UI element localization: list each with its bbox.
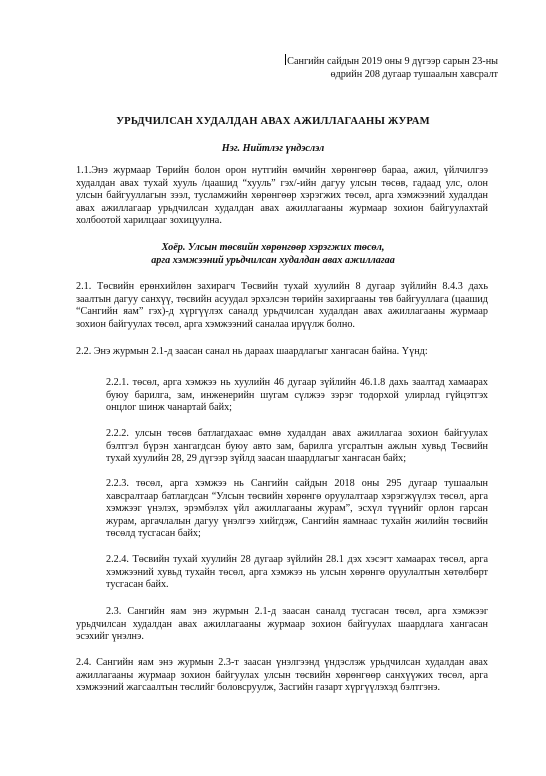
- order-annex-line-1: [285, 54, 498, 69]
- paragraph-2-2-2: 2.2.2. улсын төсөв батлагдахаас өмнө худалдан авах ажиллагаа зохион байгуулах бэлтгэл бүрэн хангагдсан буюу авто зам, барилга угсралтын ажлын хувьд Төсвийн тухай хуулийн 28, 29 дүгээр зүйлд заасан шаардлагыг хангасан байх;: [106, 428, 488, 465]
- paragraph-1-1: 1.1.Энэ журмаар Төрийн болон орон нутгийн өмчийн хөрөнгөөр бараа, ажил, үйлчилгээ худалдан авах тухай хууль /цаашид “хууль” гэх/-ийн дагуу улсын төсөв, гадаад улс, олон улсын байгууллагын зээл, тусламжийн хөрөнгөөр хэрэгжих төсөл, арга хэмжээний худалдан авах ажиллагаар урьдчилсан худалдан авах ажиллагааны журмаар зохион байгуулахтай холбоотой харилцааг зохицуулна.: [76, 165, 488, 227]
- paragraph-2-3: 2.3. Сангийн яам энэ журмын 2.1-д заасан саналд тусгасан төсөл, арга хэмжээг урьдчилсан худалдан авах ажиллагааны журмаар зохион байгуулах шаардлага хангасан эсэхийг үнэлнэ.: [76, 606, 488, 643]
- document-title: УРЬДЧИЛСАН ХУДАЛДАН АВАХ АЖИЛЛАГААНЫ ЖУРАМ: [116, 116, 430, 127]
- chapter-2-heading-line-2: арга хэмжээний урьдчилсан худалдан авах ажиллагаа: [151, 255, 395, 266]
- paragraph-2-2: 2.2. Энэ журмын 2.1-д заасан санал нь дараах шаардлагыг хангасан байна. Үүнд:: [76, 346, 428, 357]
- order-annex-note: [285, 54, 498, 81]
- paragraph-2-4: 2.4. Сангийн яам энэ журмын 2.3-т заасан үнэлгээнд үндэслэж урьдчилсан худалдан авах ажиллагааны журмаар зохион байгуулах улсын төсвийн хөрөнгөөр санхүүжих төсөл, арга хэмжээний жагсаалтын төслийг боловсруулж, Засгийн газарт хүргүүлэхэд бэлтгэнэ.: [76, 657, 488, 694]
- paragraph-2-2-3: 2.2.3. төсөл, арга хэмжээ нь Сангийн сайдын 2018 оны 295 дугаар тушаалын хавсралтаар батлагдсан “Улсын төсвийн хөрөнгө оруулалтаар хэрэгжүүлэх төсөл, арга хэмжээг үнэлэх, эрэмбэлэх үйл ажиллагааны журам”, эсхүл түүнийг орлон гарсан журам, аргачлалын дагуу үнэлгээ хийгдэж, Сангийн яамнаас тухайн жилийн төсвийн төсөлд тусгасан байх;: [106, 478, 488, 540]
- paragraph-2-1: 2.1. Төсвийн ерөнхийлөн захирагч Төсвийн тухай хуулийн 8 дугаар зүйлийн 8.4.3 дахь заалтын дагуу санхүү, төсвийн асуудал эрхэлсэн төрийн захиргааны төв байгууллага (цаашид “Сангийн яам” гэх)-д хүргүүлэх саналд урьдчилсан худалдан авах ажиллагааны журмаар зохион байгуулах төсөл, арга хэмжээний саналаа ирүүлж болно.: [76, 281, 488, 330]
- paragraph-2-2-1: 2.2.1. төсөл, арга хэмжээ нь хуулийн 46 дугаар зүйлийн 46.1.8 дахь заалтад хамаарах буюу барилга, зам, инженерийн шугам сүлжээ зэрэг тодорхой улирлад гүйцэтгэх онцлог шинж чанартай байх;: [106, 377, 488, 414]
- chapter-2-heading-line-1: Хоёр. Улсын төсвийн хөрөнгөөр хэрэгжих төсөл,: [161, 242, 385, 253]
- order-annex-line-2: өдрийн 208 дугаар тушаалын хавсралт: [330, 68, 498, 80]
- paragraph-2-2-4: 2.2.4. Төсвийн тухай хуулийн 28 дугаар зүйлийн 28.1 дэх хэсэгт хамаарах төсөл, арга хэмжээний хувьд тухайн төсөл, арга хэмжээ нь улсын хөрөнгө оруулалтын хөтөлбөрт тусгасан байх.: [106, 554, 488, 591]
- order-annex-line-1-text: Сангийн сайдын 2019 оны 9 дүгээр сарын 23-ны: [287, 56, 498, 67]
- chapter-1-heading: Нэг. Нийтлэг үндэслэл: [221, 143, 325, 154]
